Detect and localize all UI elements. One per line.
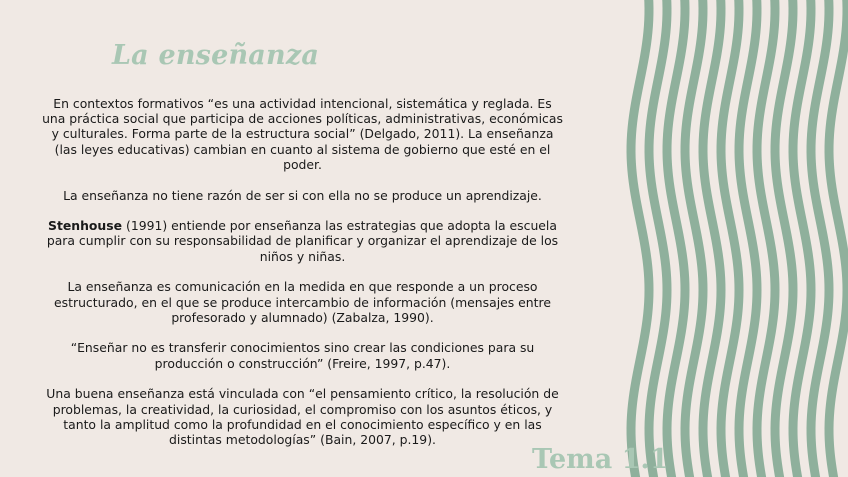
- paragraph-stenhouse-text: (1991) entiende por enseñanza las estrategias que adopta la escuela para cumplir con su responsabilidad de planificar y organizar el aprendizaje de los niños y niñas.: [46, 218, 559, 264]
- paragraph-communication: La enseñanza es comunicación en la medida en que responde a un proceso estructurado, en el que se produce intercambio de información (mensajes entre profesorado y alumnado) (Zabalza, 1990).: [54, 279, 551, 325]
- paragraph-definition: En contextos formativos “es una actividad intencional, sistemática y reglada. Es una práctica social que participa de acciones políticas, administrativas, económicas y culturales. Forma parte de la estructura social” (Delgado, 2011). La enseñanza (las leyes educativas) cambian en cuanto al sistema de gobierno que esté en el poder.: [42, 96, 563, 172]
- slide-body: [40, 96, 565, 463]
- topic-label: Tema 1.1: [532, 444, 669, 475]
- paragraph-stenhouse: [40, 218, 565, 264]
- slide-title: La enseñanza: [112, 40, 320, 71]
- paragraph-freire-quote: “Enseñar no es transferir conocimientos sino crear las condiciones para su producción o construcción” (Freire, 1997, p.47).: [70, 340, 535, 371]
- wavy-stripe: [829, 0, 847, 477]
- paragraph-learning: La enseñanza no tiene razón de ser si con ella no se produce un aprendizaje.: [63, 187, 542, 203]
- author-name-bold: Stenhouse: [48, 218, 123, 234]
- wavy-stripes-decoration: [620, 0, 848, 477]
- paragraph-bain: Una buena enseñanza está vinculada con “el pensamiento crítico, la resolución de problemas, la creatividad, la curiosidad, el compromiso con los asuntos éticos, y tanto la amplitud como la profundidad en el conocimiento específico y en las distintas metodologías” (Bain, 2007, p.19).: [46, 386, 559, 447]
